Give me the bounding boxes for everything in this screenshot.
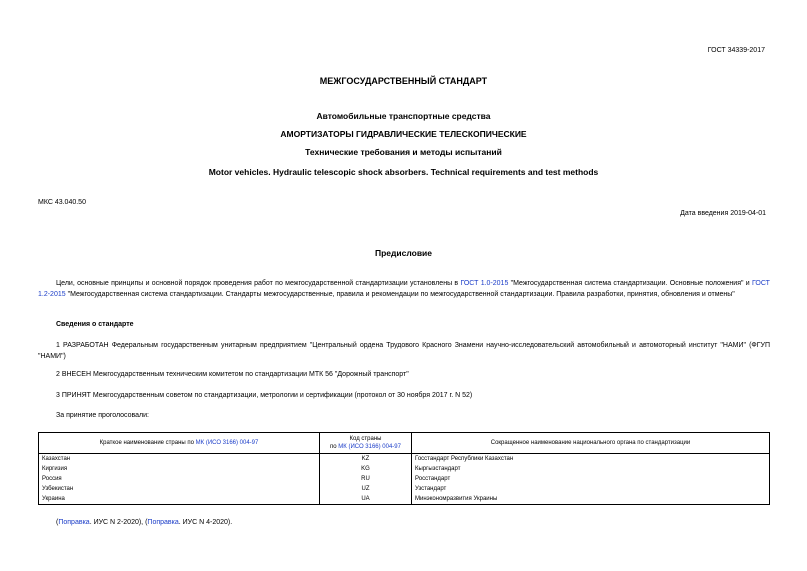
table-row <box>39 484 770 494</box>
cell-org: Кыргызстандарт <box>412 464 770 474</box>
standard-type: МЕЖГОСУДАРСТВЕННЫЙ СТАНДАРТ <box>319 76 488 86</box>
foreword-heading: Предисловие <box>374 248 433 258</box>
voting-table <box>38 432 770 505</box>
item-submitted: 2 ВНЕСЕН Межгосударственным техническим комитетом по стандартизации МТК 56 "Дорожный транспорт" <box>56 371 409 378</box>
gost-1-0-link[interactable]: ГОСТ 1.0-2015 <box>460 280 509 287</box>
amendment-link-1[interactable]: Поправка <box>58 519 90 526</box>
item-adopted: 3 ПРИНЯТ Межгосударственным советом по стандартизации, метрологии и сертификации (протокол от 30 ноября 2017 г. N 52) <box>56 392 473 399</box>
cell-code: KZ <box>320 454 412 465</box>
foreword-paragraph <box>38 278 770 300</box>
foreword-text-3: "Межгосударственная система стандартизации. Стандарты межгосударственные, правила и рекомендации по межгосударственной стандартизации. Правила разработки, принятия, обновления и отмены" <box>65 291 735 298</box>
cell-country: Украина <box>39 494 320 505</box>
cell-org: Госстандарт Республики Казахстан <box>412 454 770 465</box>
foreword-text-2: "Межгосударственная система стандартизации. Основные положения" и <box>508 280 753 287</box>
cell-org: Росстандарт <box>412 474 770 484</box>
cell-country: Казахстан <box>39 454 320 465</box>
cell-country: Россия <box>39 474 320 484</box>
cell-org: Узстандарт <box>412 484 770 494</box>
standard-subject: Автомобильные транспортные средства <box>316 111 491 121</box>
header-country-link[interactable]: МК (ИСО 3166) 004-97 <box>195 440 259 446</box>
header-country <box>39 433 320 454</box>
item-developed <box>38 340 770 362</box>
cell-code: KG <box>320 464 412 474</box>
standard-name: АМОРТИЗАТОРЫ ГИДРАВЛИЧЕСКИЕ ТЕЛЕСКОПИЧЕСКИЕ <box>280 129 527 139</box>
table-row <box>39 464 770 474</box>
table-header-row <box>39 433 770 454</box>
gost-1-2-link[interactable]: ГОСТ 1.2-2015 <box>38 280 770 298</box>
header-code-text: Код страны <box>349 436 382 442</box>
cell-code: UZ <box>320 484 412 494</box>
table-row <box>39 474 770 484</box>
amendment-text-2: . ИУС N 4-2020). <box>178 519 233 526</box>
cell-code: UA <box>320 494 412 505</box>
header-code-link[interactable]: МК (ИСО 3166) 004-97 <box>338 444 401 450</box>
header-code <box>320 433 412 454</box>
standard-english-title: Motor vehicles. Hydraulic telescopic shock absorbers. Technical requirements and test methods <box>208 167 599 177</box>
amendments-line <box>56 519 232 526</box>
document-code: ГОСТ 34339-2017 <box>707 47 765 54</box>
intro-date: Дата введения 2019-04-01 <box>680 210 766 217</box>
item-developed-text: 1 РАЗРАБОТАН Федеральным государственным унитарным предприятием "Центральный ордена Трудового Красного Знамени научно-исследовательский автомобильный и автомоторный институт "НАМИ" (ФГУП "НАМИ") <box>38 342 770 360</box>
foreword-text-1: Цели, основные принципы и основной порядок проведения работ по межгосударственной стандартизации установлены в <box>56 280 461 287</box>
mks-code: МКС 43.040.50 <box>38 199 86 206</box>
about-standard-heading: Сведения о стандарте <box>56 321 134 328</box>
table-row <box>39 494 770 505</box>
cell-country: Киргизия <box>39 464 320 474</box>
header-org: Сокращенное наименование национального органа по стандартизации <box>412 433 770 454</box>
cell-code: RU <box>320 474 412 484</box>
cell-country: Узбекистан <box>39 484 320 494</box>
header-code-prefix: по <box>330 444 339 450</box>
header-country-text: Краткое наименование страны по <box>99 440 196 446</box>
amendment-link-2[interactable]: Поправка <box>147 519 179 526</box>
amendment-open: ( <box>56 519 59 526</box>
table-row <box>39 454 770 465</box>
cell-org: Минэкономразвития Украины <box>412 494 770 505</box>
voted-label: За принятие проголосовали: <box>56 412 149 419</box>
standard-subtitle: Технические требования и методы испытаний <box>305 147 502 157</box>
amendment-text-1: . ИУС N 2-2020), ( <box>89 519 148 526</box>
